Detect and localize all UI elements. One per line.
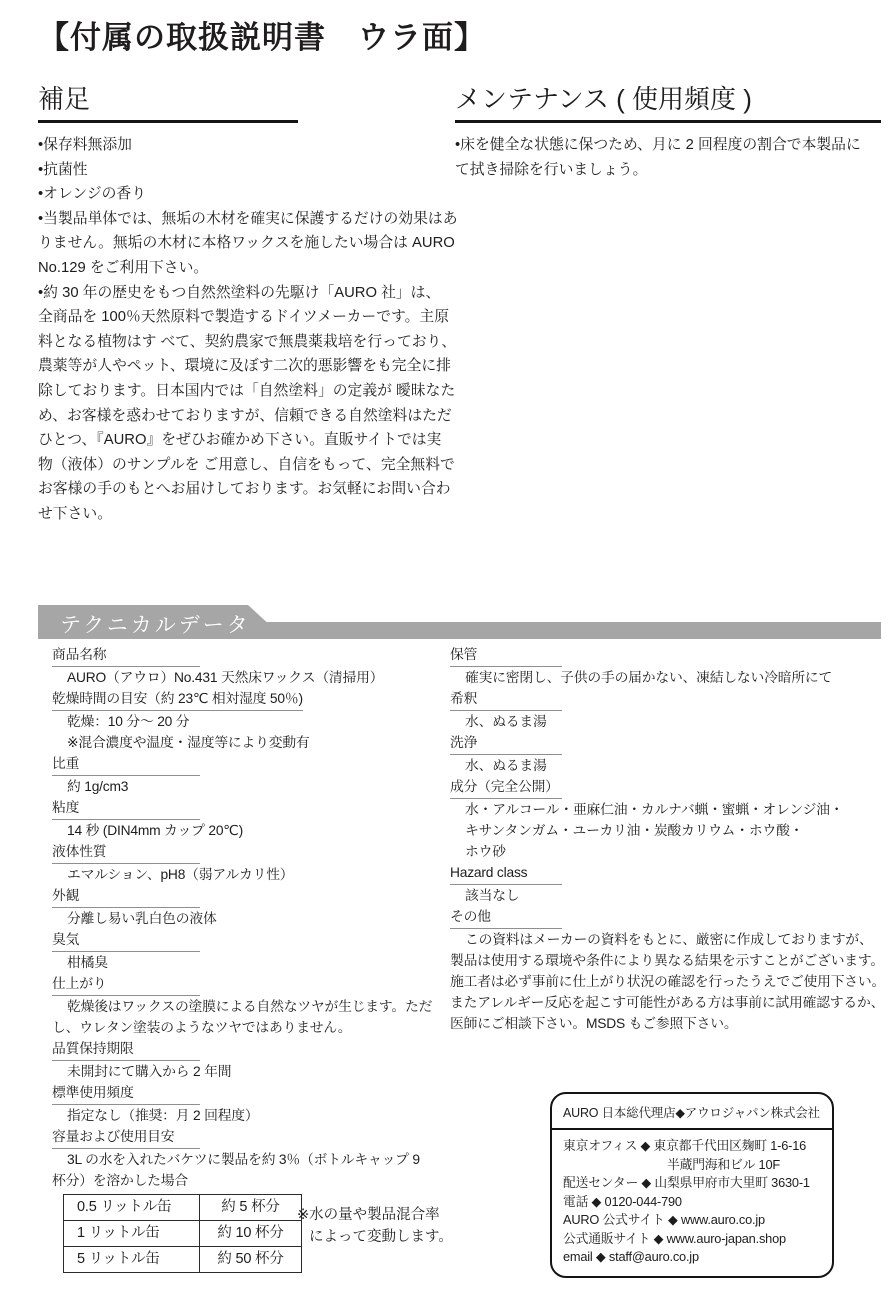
tech-item-label-text: 標準使用頻度 [52, 1082, 200, 1105]
technical-right-column [450, 644, 884, 1034]
tech-item-value-line: 製品は使用する環境や条件により異なる結果を示すことがございます。 [450, 953, 884, 968]
distributor-line: 配送センター ◆ 山梨県甲府市大里町 3630-1 [563, 1175, 810, 1190]
tech-item-value-line: 約 1g/cm3 [67, 779, 129, 794]
tech-item-label [52, 753, 452, 776]
tech-item-value-line: 14 秒 (DIN4mm カップ 20℃) [67, 823, 243, 838]
tech-item-value-line: 該当なし [465, 888, 520, 903]
tech-item-value-line: キサンタンガム・ユーカリ油・炭酸カリウム・ホウ酸・ [465, 823, 804, 838]
supplement-line: め、お客様を惑わせておりますが、信頼できる自然塗料はただ [38, 407, 452, 424]
dilution-table-note [297, 1204, 453, 1248]
tech-item-label [52, 973, 452, 996]
tech-item-value-line: またアレルギー反応を起こす可能性がある方は事前に試用確認するか、 [450, 995, 885, 1010]
supplement-line: 農薬等が人やペット、環境に及ぼす二次的悪影響をも完全に排 [38, 358, 451, 375]
tech-item-label [450, 776, 884, 799]
tech-item-label [450, 862, 884, 885]
tech-item-label [52, 1082, 452, 1105]
tech-item-value-line: 柑橘臭 [67, 955, 108, 970]
table-row [64, 1195, 302, 1221]
tech-item-label [52, 1126, 452, 1149]
supplement-line: •保存料無添加 [38, 137, 132, 153]
tech-item-label [450, 906, 884, 929]
tech-item-label-text: 外観 [52, 885, 200, 908]
technical-left-column [52, 644, 452, 1273]
supplement-line: 料となる植物はす べて、契約農家で無農薬栽培を行っており、 [38, 333, 457, 350]
cap-count-cell: 約 10 杯分 [200, 1221, 302, 1247]
distributor-title: AURO 日本総代理店◆アウロジャパン株式会社 [552, 1103, 832, 1130]
supplement-line: 全商品を 100％天然原料で製造するドイツメーカーです。主原 [38, 309, 450, 326]
tech-item-label-text: 希釈 [450, 688, 562, 711]
maintenance-text [455, 133, 883, 182]
tech-item-label-text: 乾燥時間の目安（約 23℃ 相対湿度 50％) [52, 688, 303, 711]
tech-item-value-line: 未開封にて購入から 2 年間 [67, 1064, 232, 1079]
table-row [64, 1247, 302, 1273]
distributor-lines [552, 1130, 832, 1267]
tech-item-value-line: この資料はメーカーの資料をもとに、厳密に作成しておりますが、 [465, 932, 873, 947]
tech-item-label [52, 1038, 452, 1061]
tech-item-value-line: 乾燥後はワックスの塗膜による自然なツヤが生じます。ただ [67, 999, 433, 1014]
maintenance-heading: メンテナンス ( 使用頻度 ) [455, 84, 881, 123]
tech-item-label-text: 保管 [450, 644, 562, 667]
can-size-cell: 5 リットル缶 [64, 1247, 200, 1273]
tech-item-value-line: 施工者は必ず事前に仕上がり状況の確認を行ったうえでご使用下さい。 [450, 974, 886, 989]
tech-item-label [450, 688, 884, 711]
table-note-line: ※水の量や製品混合率 [297, 1207, 440, 1223]
tech-item-label-text: 臭気 [52, 929, 200, 952]
supplement-text [38, 133, 458, 527]
supplement-line: ひとつ、『AURO』をぜひお確かめ下さい。直販サイトでは実 [38, 432, 442, 449]
tech-item-label [52, 929, 452, 952]
tech-item-value-line: 指定なし（推奨：月 2 回程度） [67, 1108, 259, 1123]
tech-item-label-text: 成分（完全公開） [450, 776, 562, 799]
supplement-line: No.129 をご利用下さい。 [38, 259, 209, 276]
tech-item-value-line: 水、ぬるま湯 [465, 714, 547, 729]
supplement-line: 物（液体）のサンプルを ご用意し、自信をもって、完全無料で [38, 456, 455, 473]
supplement-line: •オレンジの香り [38, 186, 147, 203]
tech-item-label-text: 比重 [52, 753, 200, 776]
tech-item-value-line: エマルション、pH8（弱アルカリ性） [67, 867, 294, 882]
cap-count-cell: 約 50 杯分 [200, 1247, 302, 1273]
table-note-line: によって変動します。 [309, 1229, 453, 1245]
dilution-table [63, 1194, 302, 1273]
tech-item-label-text: 商品名称 [52, 644, 200, 667]
tech-item-label-text: 粘度 [52, 797, 200, 820]
tech-item-value-line: 乾燥：10 分～ 20 分 [67, 714, 190, 729]
tech-item-value-line: 確実に密閉し、子供の手の届かない、凍結しない冷暗所にて [465, 670, 833, 685]
distributor-line: email ◆ staff@auro.co.jp [563, 1249, 699, 1264]
tech-item-value-line: 医師にご相談下さい。MSDS もご参照下さい。 [450, 1016, 738, 1031]
maintenance-line: •床を健全な状態に保つため、月に 2 回程度の割合で本製品に [455, 137, 861, 153]
supplement-line: •約 30 年の歴史をもつ自然然塗料の先駆け「AURO 社」は、 [38, 284, 441, 301]
tech-item-label-text: 品質保持期限 [52, 1038, 200, 1061]
tech-item-label [450, 732, 884, 755]
supplement-section [38, 84, 458, 527]
tech-item-label [52, 688, 452, 711]
banner-label: テクニカルデータ [60, 614, 251, 637]
tech-item-value-line: 3L の水を入れたバケツに製品を約 3％（ボトルキャップ 9 [67, 1152, 420, 1167]
distributor-line: 東京オフィス ◆ 東京都千代田区麹町 1-6-16 [563, 1138, 807, 1153]
tech-item-value-line: 杯分）を溶かした場合 [52, 1173, 188, 1188]
tech-item-label [52, 841, 452, 864]
supplement-line: お客様の手のもとへお届けしております。お気軽にお問い合わ [38, 481, 451, 498]
maintenance-line: て拭き掃除を行いましょう。 [455, 161, 648, 178]
supplement-heading: 補足 [38, 84, 298, 123]
tech-item-value-line: AURO（アウロ）No.431 天然床ワックス（清掃用） [67, 670, 384, 685]
distributor-line: 電話 ◆ 0120-044-790 [563, 1193, 682, 1209]
tech-item-label-text: 容量および使用目安 [52, 1126, 200, 1149]
distributor-info-box [550, 1092, 834, 1278]
tech-item-label-text: その他 [450, 906, 562, 929]
tech-item-label-text: 洗浄 [450, 732, 562, 755]
tech-item-value-line: 水・アルコール・亜麻仁油・カルナバ蝋・蜜蝋・オレンジ油・ [465, 802, 844, 817]
distributor-line: AURO 公式サイト ◆ www.auro.co.jp [563, 1212, 765, 1227]
supplement-line: りません。無垢の木材に本格ワックスを施したい場合は AURO [38, 235, 455, 252]
tech-item-label [52, 644, 452, 667]
distributor-line: 公式通販サイト ◆ www.auro-japan.shop [563, 1230, 786, 1246]
supplement-line: せ下さい。 [38, 505, 112, 522]
tech-item-value-line: 水、ぬるま湯 [465, 758, 547, 773]
tech-item-label [52, 797, 452, 820]
supplement-line: •当製品単体では、無垢の木材を確実に保護するだけの効果はあ [38, 210, 458, 227]
tech-item-label-text: Hazard class [450, 862, 562, 885]
technical-data-banner [38, 605, 881, 639]
tech-item-label-text: 仕上がり [52, 973, 200, 996]
supplement-line: •抗菌性 [38, 161, 88, 178]
maintenance-section [455, 84, 883, 182]
tech-item-label [52, 885, 452, 908]
tech-item-value-line: し、ウレタン塗装のようなツヤではありません。 [52, 1020, 352, 1035]
supplement-line: 除しております。日本国内では「自然塗料」の定義が 曖昧なた [38, 382, 456, 399]
cap-count-cell: 約 5 杯分 [200, 1195, 302, 1221]
distributor-line: 半蔵門海和ビル 10F [667, 1156, 780, 1172]
can-size-cell: 1 リットル缶 [64, 1221, 200, 1247]
tech-item-value-line: 分離し易い乳白色の液体 [67, 911, 217, 926]
table-row [64, 1221, 302, 1247]
tech-item-label-text: 液体性質 [52, 841, 200, 864]
can-size-cell: 0.5 リットル缶 [64, 1195, 200, 1221]
tech-item-label [450, 644, 884, 667]
tech-item-value-line: ホウ砂 [465, 844, 506, 859]
tech-item-value-line: ※混合濃度や温度・湿度等により変動有 [67, 735, 310, 750]
page-title: 【付属の取扱説明書 ウラ面】 [38, 20, 486, 55]
